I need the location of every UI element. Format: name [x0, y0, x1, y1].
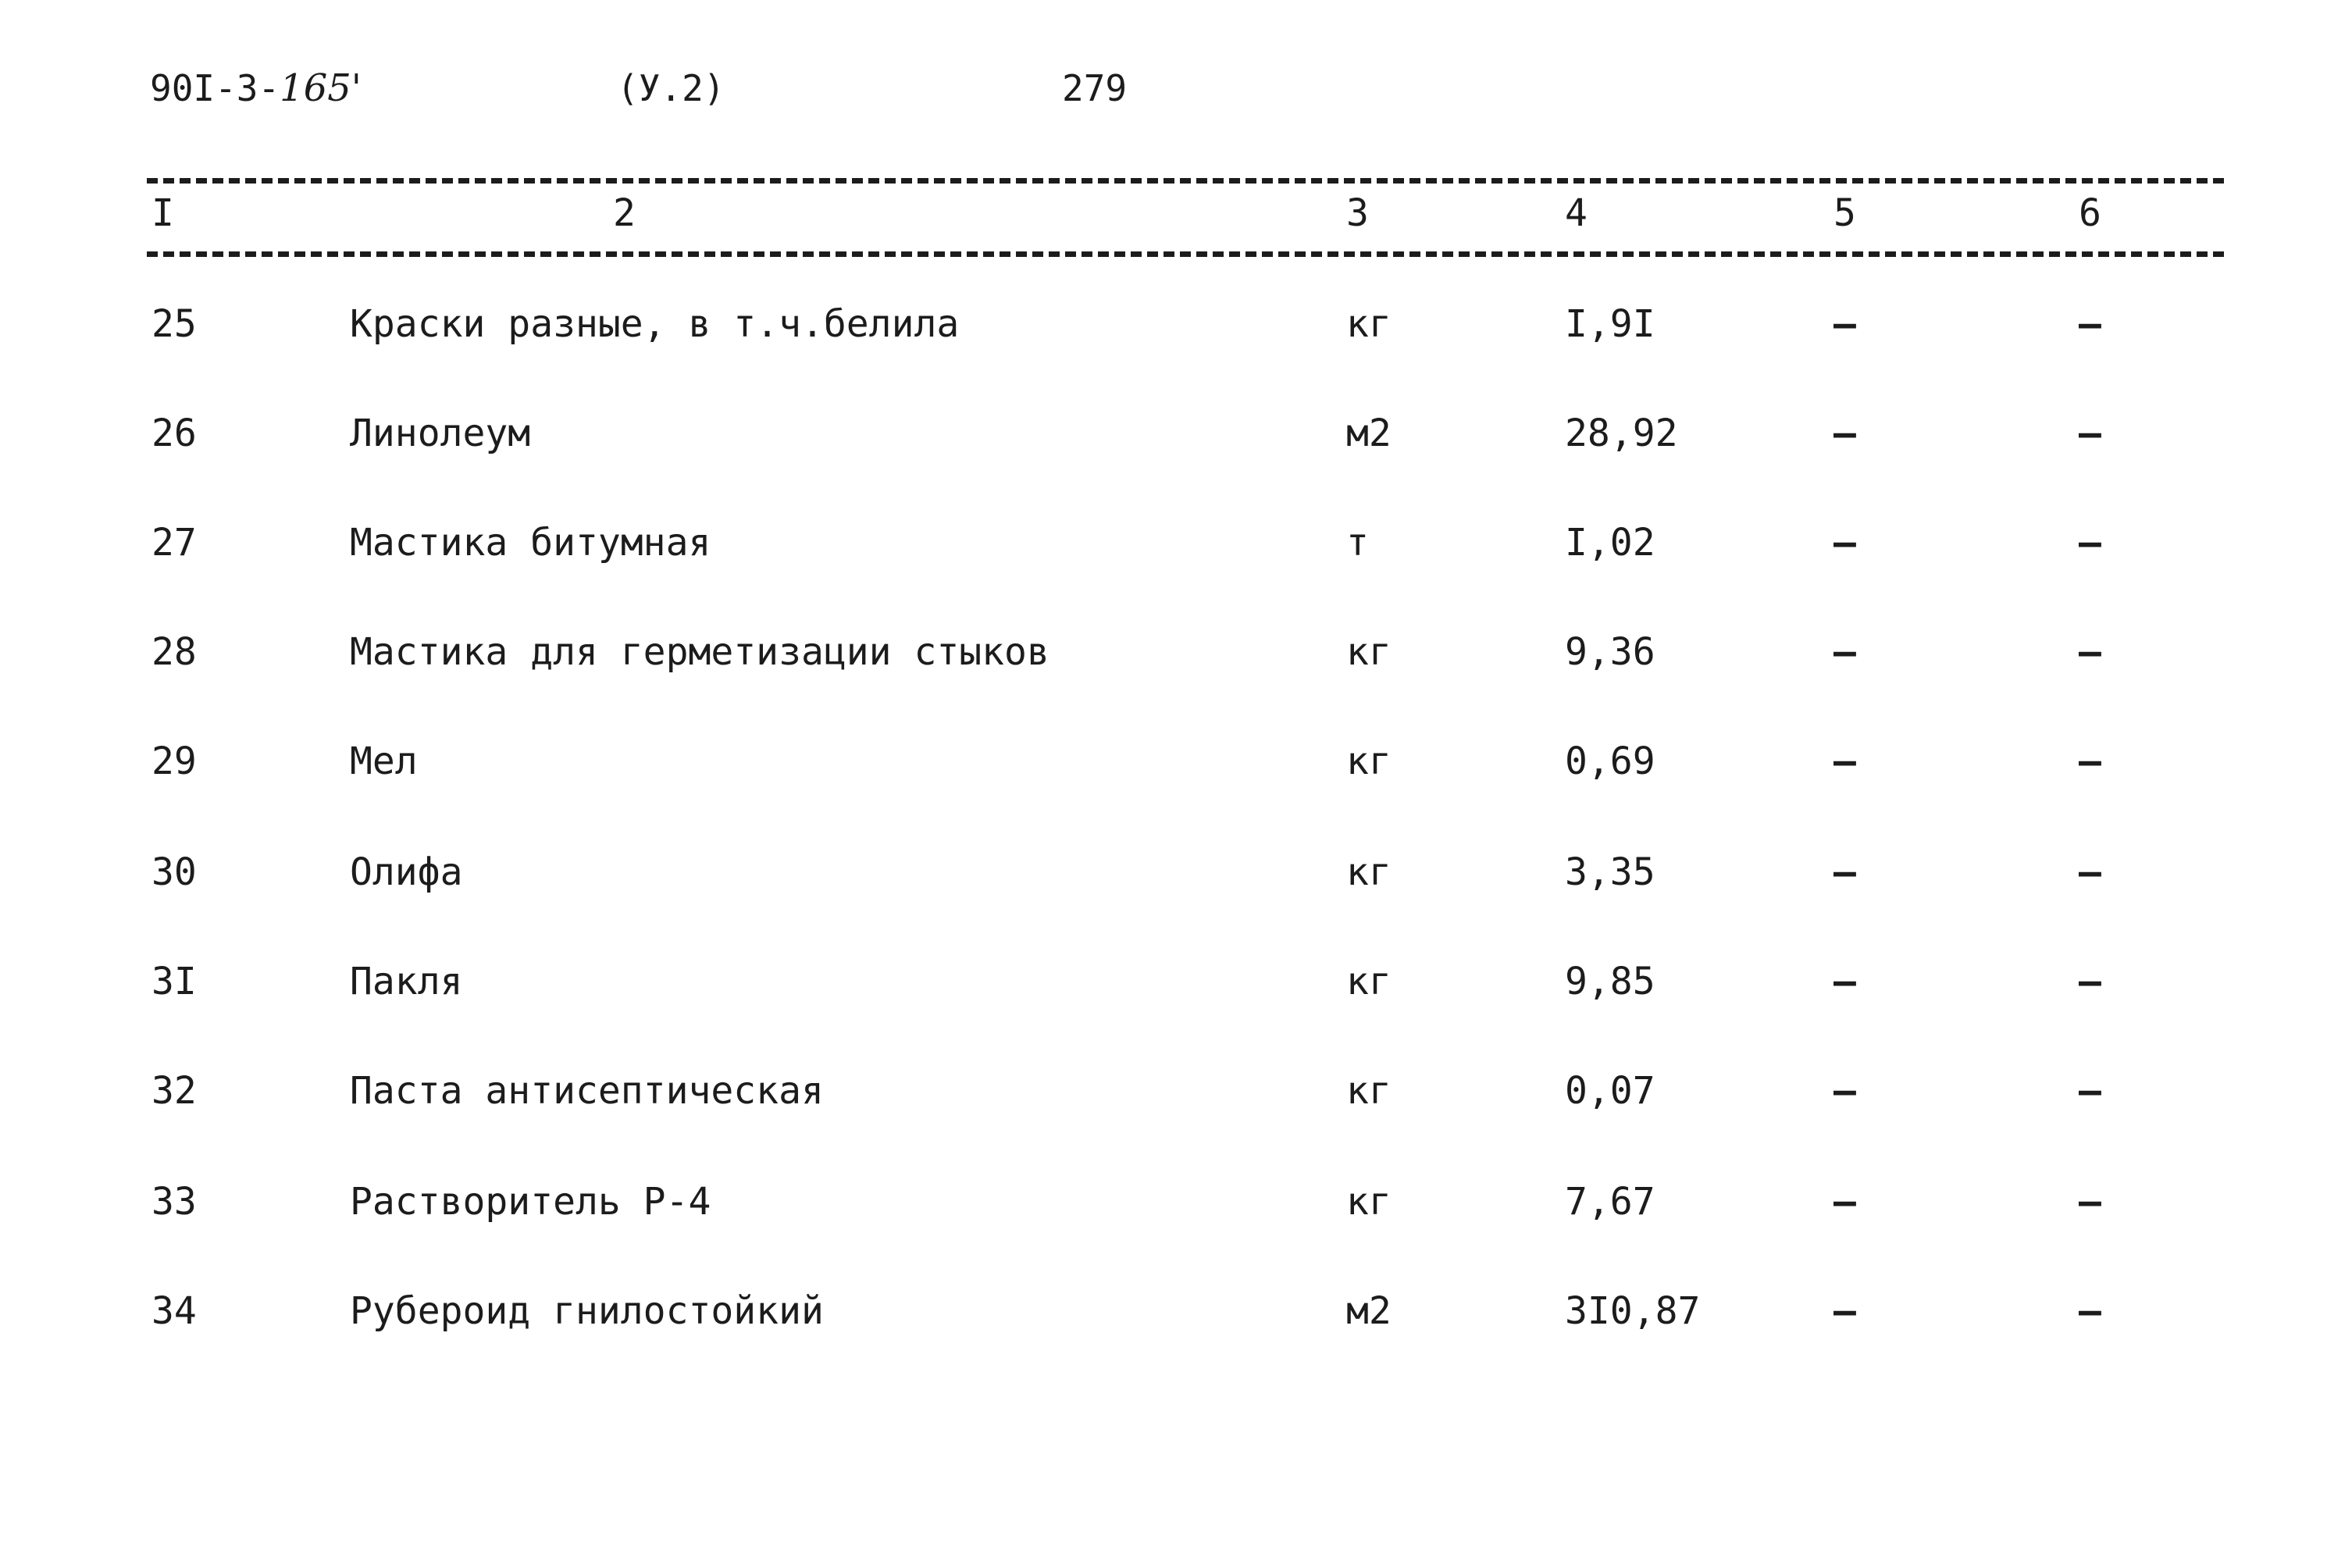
unit: кг — [1346, 1180, 1392, 1224]
unit: кг — [1346, 739, 1392, 783]
unit: кг — [1346, 302, 1392, 346]
column-5-value: – — [1833, 412, 1856, 455]
column-6-value: – — [2079, 1069, 2101, 1113]
unit: т — [1346, 521, 1369, 565]
page-header — [0, 61, 2352, 116]
column-5-value: – — [1833, 960, 1856, 1003]
column-6-value: – — [2079, 521, 2101, 565]
material-name: Рубероид гнилостойкий — [350, 1289, 824, 1333]
quantity: 3I0,87 — [1565, 1289, 1701, 1333]
document-code-handwritten: 165' — [280, 66, 362, 110]
unit: кг — [1346, 850, 1392, 894]
material-name: Пакля — [350, 960, 463, 1003]
column-5-value: – — [1833, 1069, 1856, 1113]
column-5-value: – — [1833, 850, 1856, 894]
material-name: Олифа — [350, 850, 463, 894]
material-name: Линолеум — [350, 412, 531, 455]
column-6-value: – — [2079, 412, 2101, 455]
document-section: (У.2) — [617, 67, 725, 109]
material-name: Растворитель Р-4 — [350, 1180, 711, 1224]
column-6-value: – — [2079, 739, 2101, 783]
row-number: 27 — [151, 521, 197, 565]
quantity: 9,85 — [1565, 960, 1655, 1003]
column-6-value: – — [2079, 960, 2101, 1003]
material-name: Мастика для герметизации стыков — [350, 630, 1049, 674]
table-row — [0, 1276, 2352, 1346]
quantity: 28,92 — [1565, 412, 1678, 455]
column-6-value: – — [2079, 1289, 2101, 1333]
quantity: 3,35 — [1565, 850, 1655, 894]
column-header-5: 5 — [1833, 191, 1856, 235]
quantity: 0,07 — [1565, 1069, 1655, 1113]
unit: м2 — [1346, 412, 1392, 455]
table-row — [0, 398, 2352, 469]
table-row — [0, 837, 2352, 907]
column-6-value: – — [2079, 630, 2101, 674]
column-6-value: – — [2079, 850, 2101, 894]
column-5-value: – — [1833, 630, 1856, 674]
table-row — [0, 946, 2352, 1017]
quantity: 7,67 — [1565, 1180, 1655, 1224]
row-number: 32 — [151, 1069, 197, 1113]
unit: кг — [1346, 1069, 1392, 1113]
unit: м2 — [1346, 1289, 1392, 1333]
quantity: I,02 — [1565, 521, 1655, 565]
table-row — [0, 1056, 2352, 1126]
table-row — [0, 1167, 2352, 1237]
table-row — [0, 289, 2352, 359]
column-header-3: 3 — [1346, 191, 1369, 235]
document-code — [150, 61, 362, 116]
row-number: 29 — [151, 739, 197, 783]
column-5-value: – — [1833, 1289, 1856, 1333]
row-number: 33 — [151, 1180, 197, 1224]
column-header-2: 2 — [613, 191, 636, 235]
page-number: 279 — [1062, 67, 1128, 109]
column-5-value: – — [1833, 739, 1856, 783]
material-name: Мастика битумная — [350, 521, 711, 565]
table-row — [0, 726, 2352, 796]
material-name: Краски разные, в т.ч.белила — [350, 302, 960, 346]
column-5-value: – — [1833, 1180, 1856, 1224]
table-row — [0, 617, 2352, 687]
table-top-rule — [147, 178, 2224, 184]
column-header-4: 4 — [1565, 191, 1588, 235]
row-number: 3I — [151, 960, 197, 1003]
row-number: 25 — [151, 302, 197, 346]
unit: кг — [1346, 630, 1392, 674]
row-number: 34 — [151, 1289, 197, 1333]
quantity: 0,69 — [1565, 739, 1655, 783]
row-number: 28 — [151, 630, 197, 674]
material-name: Мел — [350, 739, 418, 783]
column-header-6: 6 — [2079, 191, 2101, 235]
material-name: Паста антисептическая — [350, 1069, 824, 1113]
row-number: 30 — [151, 850, 197, 894]
column-6-value: – — [2079, 1180, 2101, 1224]
unit: кг — [1346, 960, 1392, 1003]
column-header-1: I — [151, 191, 174, 235]
quantity: 9,36 — [1565, 630, 1655, 674]
table-row — [0, 508, 2352, 578]
table-header — [0, 186, 2352, 241]
document-code-prefix: 90I-3- — [150, 67, 280, 109]
column-6-value: – — [2079, 302, 2101, 346]
row-number: 26 — [151, 412, 197, 455]
quantity: I,9I — [1565, 302, 1655, 346]
table-header-rule — [147, 251, 2224, 257]
column-5-value: – — [1833, 521, 1856, 565]
column-5-value: – — [1833, 302, 1856, 346]
